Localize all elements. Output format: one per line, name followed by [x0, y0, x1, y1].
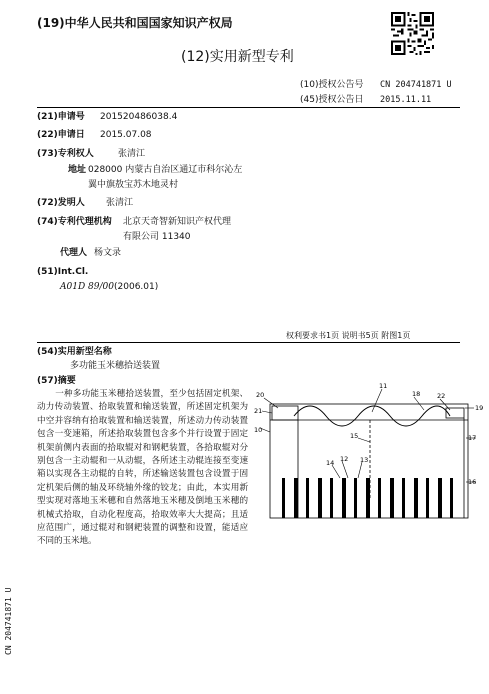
roller: [318, 478, 322, 518]
app-no-label: (21)申请号: [37, 112, 85, 122]
figure-labels: [254, 382, 483, 486]
agent-label: 代理人: [60, 248, 88, 258]
auger-wave: [294, 406, 450, 426]
left-box: [272, 406, 298, 420]
holder-label: (73)专利权人: [37, 149, 94, 159]
figure-label: 15: [350, 432, 359, 440]
document-type: (12)实用新型专利: [181, 49, 294, 65]
roller: [378, 478, 381, 518]
title-label: (54)实用新型名称: [37, 347, 112, 357]
abstract-figure: [254, 382, 484, 522]
pub-no-value: CN 204741871 U: [380, 80, 452, 90]
agency-line-2: 有限公司 11340: [123, 232, 191, 242]
figure-label: 19: [475, 404, 484, 412]
roller: [354, 478, 357, 518]
header-divider: [37, 107, 460, 108]
abstract-label: (57)摘要: [37, 376, 76, 386]
address-label: 地址: [68, 165, 87, 175]
address-line-1: 028000 内蒙古自治区通辽市科尔沁左: [88, 165, 243, 175]
office-name: (19)中华人民共和国国家知识产权局: [37, 16, 233, 30]
figure-label: 12: [340, 455, 349, 463]
side-publication-code: CN 204741871 U: [4, 587, 13, 655]
roller: [426, 478, 429, 518]
intcl-label: (51)Int.Cl.: [37, 267, 89, 277]
agency-line-1: 北京天奇智新知识产权代理: [123, 217, 232, 227]
roller: [450, 478, 453, 518]
pub-date-value: 2015.11.11: [380, 95, 432, 105]
filing-date-value: 2015.07.08: [100, 130, 152, 140]
figure-label: 18: [412, 390, 421, 398]
holder-value: 张清江: [118, 149, 146, 159]
pages-note: 权利要求书1页 说明书5页 附图1页: [286, 331, 411, 340]
figure-label: 16: [468, 478, 477, 486]
figure-label: 20: [256, 391, 265, 399]
roller: [294, 478, 298, 518]
pub-date-label: (45)授权公告日: [300, 95, 364, 105]
figure-label: 14: [326, 459, 335, 467]
abstract-body: 一种多功能玉米穗拾送装置，至少包括固定机架、动力传动装置、拾取装置和输送装置，所述固定机架为中空并容纳有拾取装置和输送装置，所述动力传动装置包含一变速箱，所述拾取装置包含多个并行设置于固定机架前侧内表面的拾取辊对和钢耙装置，各拾取辊对分别包含一主动辊和一从动辊，各所述主动辊连接至变速箱以实现各主动辊的自转，所述输送装置包含设置于固定机架后侧的轴及环绕轴外缘的铰龙；由此，本实用新型实现对落地玉米穗和自然落地玉米穗及倒地玉米穗的机械式拾取，自动化程度高，拾取效率大大提高；且适应范围广，通过辊对和钢耙装置的调整和设置，能适应不同的玉米地。: [37, 389, 248, 547]
roller: [414, 478, 418, 518]
right-box: [446, 408, 464, 418]
figure-label: 13: [360, 456, 369, 464]
figure-label: 10: [254, 426, 263, 434]
intcl-code: A01D 89/00: [60, 282, 114, 292]
figure-label: 22: [437, 392, 446, 400]
roller-pairs: [282, 478, 453, 518]
roller: [402, 478, 405, 518]
roller: [390, 478, 394, 518]
filing-date-label: (22)申请日: [37, 130, 85, 140]
app-no-value: 201520486038.4: [100, 112, 178, 122]
figure-label: 21: [254, 407, 263, 415]
title-value: 多功能玉米穗拾送装置: [70, 361, 161, 371]
roller: [282, 478, 285, 518]
intcl-date: (2006.01): [114, 282, 159, 292]
pub-no-label: (10)授权公告号: [300, 80, 364, 90]
inventor-value: 张清江: [106, 198, 134, 208]
inventor-label: (72)发明人: [37, 198, 85, 208]
roller: [330, 478, 333, 518]
roller: [306, 478, 309, 518]
roller: [342, 478, 346, 518]
figure-label: 17: [468, 434, 477, 442]
address-line-2: 翼中旗敖宝苏木地灵村: [88, 180, 179, 190]
roller: [438, 478, 442, 518]
agency-label: (74)专利代理机构: [37, 217, 112, 227]
figure-label: 11: [379, 382, 388, 390]
abstract-text: [37, 388, 248, 549]
roller: [366, 478, 370, 518]
agent-value: 杨文录: [94, 248, 122, 258]
qr-code-icon: [391, 12, 434, 55]
section-divider: [37, 342, 460, 343]
